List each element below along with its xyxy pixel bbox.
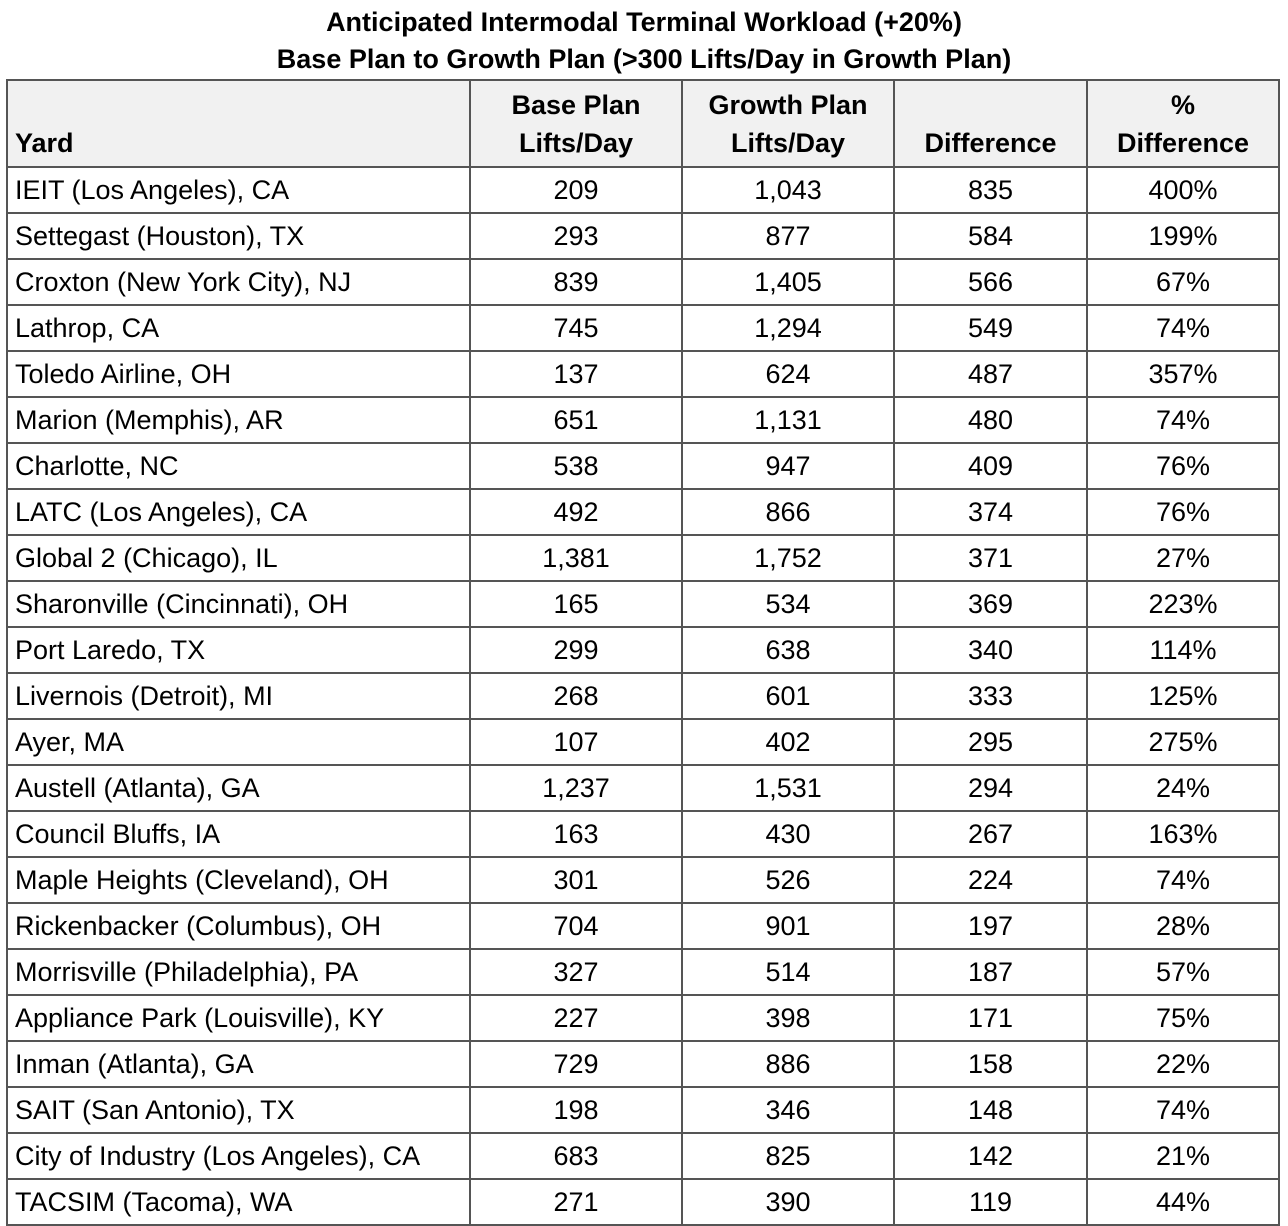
cell-yard: Council Bluffs, IA (7, 811, 470, 857)
table-row (7, 397, 1279, 443)
cell-pct: 76% (1087, 443, 1279, 489)
cell-diff: 119 (894, 1179, 1087, 1225)
cell-base: 492 (470, 489, 682, 535)
table-row (7, 1179, 1279, 1225)
table-row (7, 1133, 1279, 1179)
cell-yard: Maple Heights (Cleveland), OH (7, 857, 470, 903)
column-header-growth (682, 80, 894, 167)
cell-yard: Morrisville (Philadelphia), PA (7, 949, 470, 995)
cell-growth: 514 (682, 949, 894, 995)
cell-base: 1,381 (470, 535, 682, 581)
column-header-diff-line: Difference (924, 128, 1057, 158)
table-body (7, 167, 1279, 1225)
cell-growth: 901 (682, 903, 894, 949)
cell-yard: Toledo Airline, OH (7, 351, 470, 397)
cell-yard: Global 2 (Chicago), IL (7, 535, 470, 581)
table-row (7, 765, 1279, 811)
workload-table (6, 79, 1280, 1226)
cell-growth: 390 (682, 1179, 894, 1225)
table-row (7, 535, 1279, 581)
cell-pct: 44% (1087, 1179, 1279, 1225)
cell-base: 107 (470, 719, 682, 765)
cell-growth: 1,131 (682, 397, 894, 443)
cell-diff: 171 (894, 995, 1087, 1041)
column-header-yard (7, 80, 470, 167)
cell-diff: 480 (894, 397, 1087, 443)
cell-pct: 22% (1087, 1041, 1279, 1087)
cell-pct: 74% (1087, 397, 1279, 443)
cell-diff: 549 (894, 305, 1087, 351)
cell-diff: 224 (894, 857, 1087, 903)
cell-diff: 371 (894, 535, 1087, 581)
cell-base: 293 (470, 213, 682, 259)
cell-diff: 294 (894, 765, 1087, 811)
cell-base: 165 (470, 581, 682, 627)
table-row (7, 995, 1279, 1041)
header-row (7, 80, 1279, 167)
cell-pct: 199% (1087, 213, 1279, 259)
cell-diff: 197 (894, 903, 1087, 949)
cell-diff: 148 (894, 1087, 1087, 1133)
cell-yard: Rickenbacker (Columbus), OH (7, 903, 470, 949)
table-row (7, 1087, 1279, 1133)
cell-pct: 67% (1087, 259, 1279, 305)
cell-growth: 402 (682, 719, 894, 765)
cell-growth: 430 (682, 811, 894, 857)
cell-base: 704 (470, 903, 682, 949)
cell-growth: 638 (682, 627, 894, 673)
cell-base: 683 (470, 1133, 682, 1179)
cell-base: 327 (470, 949, 682, 995)
cell-diff: 566 (894, 259, 1087, 305)
cell-diff: 369 (894, 581, 1087, 627)
cell-yard: SAIT (San Antonio), TX (7, 1087, 470, 1133)
cell-diff: 409 (894, 443, 1087, 489)
table-row (7, 719, 1279, 765)
cell-yard: Appliance Park (Louisville), KY (7, 995, 470, 1041)
cell-growth: 624 (682, 351, 894, 397)
cell-pct: 114% (1087, 627, 1279, 673)
cell-growth: 1,531 (682, 765, 894, 811)
table-header (7, 80, 1279, 167)
cell-pct: 76% (1087, 489, 1279, 535)
table-row (7, 1041, 1279, 1087)
cell-diff: 187 (894, 949, 1087, 995)
cell-diff: 158 (894, 1041, 1087, 1087)
cell-base: 839 (470, 259, 682, 305)
table-row (7, 857, 1279, 903)
cell-yard: Ayer, MA (7, 719, 470, 765)
cell-growth: 825 (682, 1133, 894, 1179)
table-title-block (0, 4, 1288, 78)
cell-pct: 163% (1087, 811, 1279, 857)
cell-base: 745 (470, 305, 682, 351)
cell-yard: Livernois (Detroit), MI (7, 673, 470, 719)
table-title: Anticipated Intermodal Terminal Workload (+20%) (326, 7, 962, 37)
cell-yard: TACSIM (Tacoma), WA (7, 1179, 470, 1225)
column-header-yard-line: Yard (15, 128, 74, 158)
cell-diff: 142 (894, 1133, 1087, 1179)
cell-growth: 1,405 (682, 259, 894, 305)
cell-diff: 835 (894, 167, 1087, 213)
table-subtitle: Base Plan to Growth Plan (>300 Lifts/Day in Growth Plan) (276, 44, 1012, 74)
column-header-growth-line: Growth Plan (708, 90, 868, 120)
column-header-diff (894, 80, 1087, 167)
cell-growth: 601 (682, 673, 894, 719)
cell-growth: 866 (682, 489, 894, 535)
table-row (7, 213, 1279, 259)
table-row (7, 259, 1279, 305)
cell-pct: 28% (1087, 903, 1279, 949)
table-row (7, 489, 1279, 535)
cell-base: 268 (470, 673, 682, 719)
cell-growth: 1,752 (682, 535, 894, 581)
table-row (7, 627, 1279, 673)
cell-growth: 877 (682, 213, 894, 259)
cell-yard: Lathrop, CA (7, 305, 470, 351)
cell-base: 209 (470, 167, 682, 213)
column-header-pct (1087, 80, 1279, 167)
table-row (7, 949, 1279, 995)
cell-growth: 947 (682, 443, 894, 489)
table-row (7, 305, 1279, 351)
column-header-base-line: Lifts/Day (518, 128, 634, 158)
cell-diff: 374 (894, 489, 1087, 535)
column-header-pct-line: % (1170, 90, 1195, 120)
cell-diff: 267 (894, 811, 1087, 857)
cell-base: 198 (470, 1087, 682, 1133)
cell-growth: 534 (682, 581, 894, 627)
column-header-pct-line: Difference (1116, 128, 1250, 158)
cell-pct: 223% (1087, 581, 1279, 627)
cell-pct: 357% (1087, 351, 1279, 397)
cell-base: 227 (470, 995, 682, 1041)
cell-yard: Austell (Atlanta), GA (7, 765, 470, 811)
cell-yard: Charlotte, NC (7, 443, 470, 489)
cell-diff: 340 (894, 627, 1087, 673)
cell-base: 1,237 (470, 765, 682, 811)
cell-yard: Marion (Memphis), AR (7, 397, 470, 443)
cell-yard: IEIT (Los Angeles), CA (7, 167, 470, 213)
cell-pct: 74% (1087, 1087, 1279, 1133)
cell-diff: 487 (894, 351, 1087, 397)
cell-base: 299 (470, 627, 682, 673)
cell-diff: 295 (894, 719, 1087, 765)
cell-diff: 584 (894, 213, 1087, 259)
cell-growth: 398 (682, 995, 894, 1041)
cell-pct: 21% (1087, 1133, 1279, 1179)
cell-base: 137 (470, 351, 682, 397)
cell-pct: 75% (1087, 995, 1279, 1041)
table-row (7, 903, 1279, 949)
table-row (7, 351, 1279, 397)
cell-pct: 125% (1087, 673, 1279, 719)
column-header-base-line: Base Plan (511, 90, 641, 120)
cell-pct: 57% (1087, 949, 1279, 995)
cell-base: 651 (470, 397, 682, 443)
cell-base: 538 (470, 443, 682, 489)
cell-growth: 526 (682, 857, 894, 903)
cell-growth: 1,043 (682, 167, 894, 213)
cell-yard: Inman (Atlanta), GA (7, 1041, 470, 1087)
cell-yard: Croxton (New York City), NJ (7, 259, 470, 305)
table-row (7, 811, 1279, 857)
cell-yard: LATC (Los Angeles), CA (7, 489, 470, 535)
cell-yard: Sharonville (Cincinnati), OH (7, 581, 470, 627)
cell-base: 301 (470, 857, 682, 903)
table-row (7, 673, 1279, 719)
cell-base: 729 (470, 1041, 682, 1087)
cell-pct: 400% (1087, 167, 1279, 213)
cell-yard: Port Laredo, TX (7, 627, 470, 673)
cell-pct: 74% (1087, 305, 1279, 351)
cell-growth: 346 (682, 1087, 894, 1133)
table-row (7, 167, 1279, 213)
cell-pct: 24% (1087, 765, 1279, 811)
cell-pct: 275% (1087, 719, 1279, 765)
column-header-growth-line: Lifts/Day (730, 128, 846, 158)
cell-growth: 886 (682, 1041, 894, 1087)
cell-yard: Settegast (Houston), TX (7, 213, 470, 259)
cell-pct: 74% (1087, 857, 1279, 903)
cell-growth: 1,294 (682, 305, 894, 351)
table-row (7, 443, 1279, 489)
cell-base: 271 (470, 1179, 682, 1225)
cell-diff: 333 (894, 673, 1087, 719)
table-row (7, 581, 1279, 627)
cell-pct: 27% (1087, 535, 1279, 581)
cell-base: 163 (470, 811, 682, 857)
column-header-base (470, 80, 682, 167)
cell-yard: City of Industry (Los Angeles), CA (7, 1133, 470, 1179)
